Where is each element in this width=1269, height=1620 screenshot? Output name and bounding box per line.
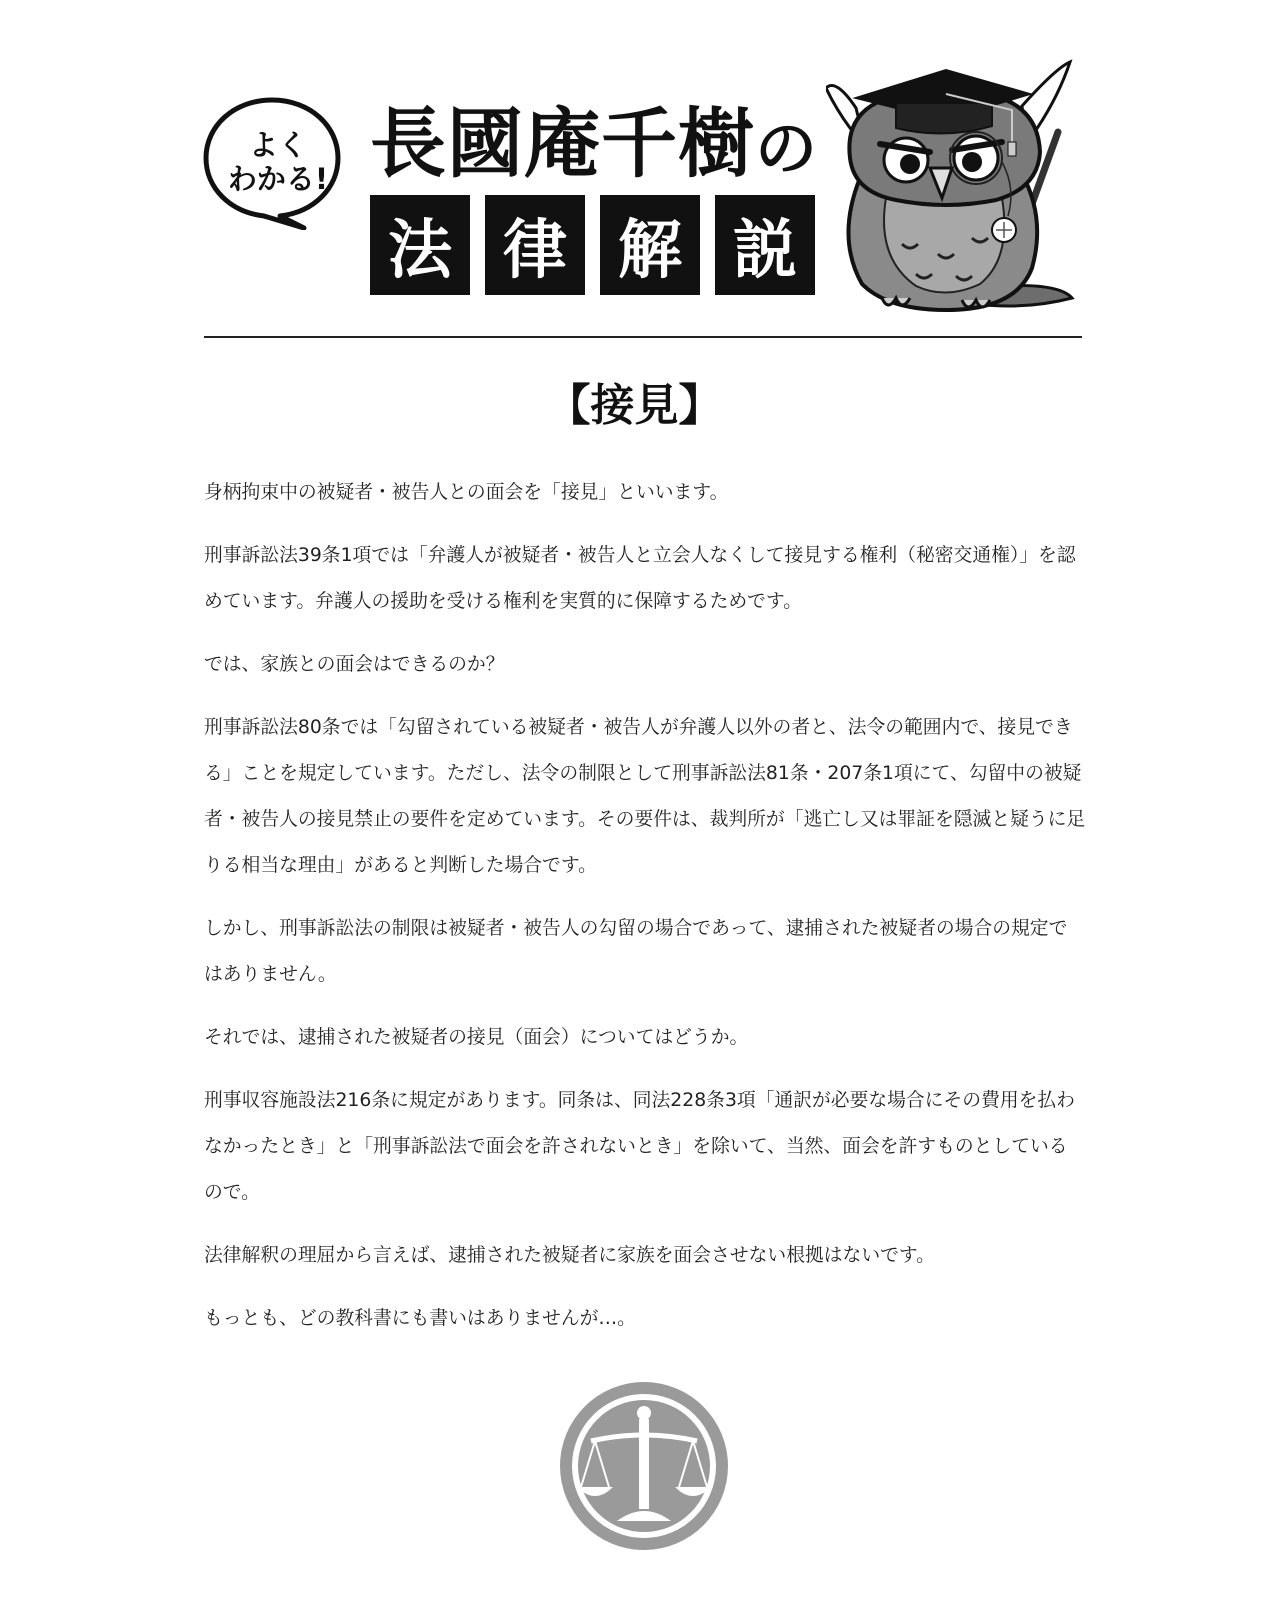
article-title: 【接見】	[546, 380, 723, 431]
paragraph: それでは、逮捕された被疑者の接見（面会）についてはどうか。	[204, 1027, 749, 1048]
header-divider	[204, 336, 1082, 338]
bubble-text-line1: よく	[248, 128, 307, 162]
paragraph: 身柄拘束中の被疑者・被告人との面会を「接見」といいます。	[204, 482, 729, 503]
paragraph: では、家族との面会はできるのか？	[204, 654, 505, 675]
paragraph: 刑事収容施設法216条に規定があります。同条は、同法228条3項「通訳が必要な場合にその費用を払わなかったとき」と「刑事訴訟法で面会を許されないとき」を除いて、当然、面会を許すものとしているので。	[204, 1090, 1075, 1203]
title-particle: の	[755, 112, 819, 185]
owl-mascot-icon	[826, 48, 1082, 316]
subtitle-char-1: 法	[370, 195, 470, 295]
paragraph: もっとも、どの教科書にも書いはありませんが…。	[204, 1308, 636, 1329]
paragraph: しかし、刑事訴訟法の制限は被疑者・被告人の勾留の場合であって、逮捕された被疑者の場合の規定ではありません。	[204, 918, 1068, 985]
paragraph: 法律解釈の理屈から言えば、逮捕された被疑者に家族を面会させない根拠はないです。	[204, 1245, 935, 1266]
paragraph: 刑事訴訟法80条では「勾留されている被疑者・被告人が弁護人以外の者と、法令の範囲内で、接見できる」ことを規定しています。ただし、法令の制限として刑事訴訟法81条・207条1項にて、勾留中の被疑者・被告人の接見禁止の要件を定めています。その要件は、裁判所が「逃亡し又は罪証を隠滅と疑うに足りる相当な理由」があると判断した場合です。	[204, 717, 1086, 876]
subtitle-boxes	[370, 195, 815, 295]
subtitle-char-3: 解	[600, 195, 700, 295]
paragraph: 刑事訴訟法39条1項では「弁護人が被疑者・被告人と立会人なくして接見する権利（秘密交通権）」を認めています。弁護人の援助を受ける権利を実質的に保障するためです。	[204, 545, 1076, 612]
subtitle-char-4: 説	[715, 195, 815, 295]
author-name: 長國庵千樹	[370, 99, 755, 188]
bubble-text	[214, 128, 342, 196]
article-body	[204, 470, 1086, 1359]
page-title	[370, 98, 818, 195]
scales-of-justice-icon	[557, 1379, 731, 1553]
bubble-text-line2: わかる!	[227, 162, 329, 196]
subtitle-char-2: 律	[485, 195, 585, 295]
